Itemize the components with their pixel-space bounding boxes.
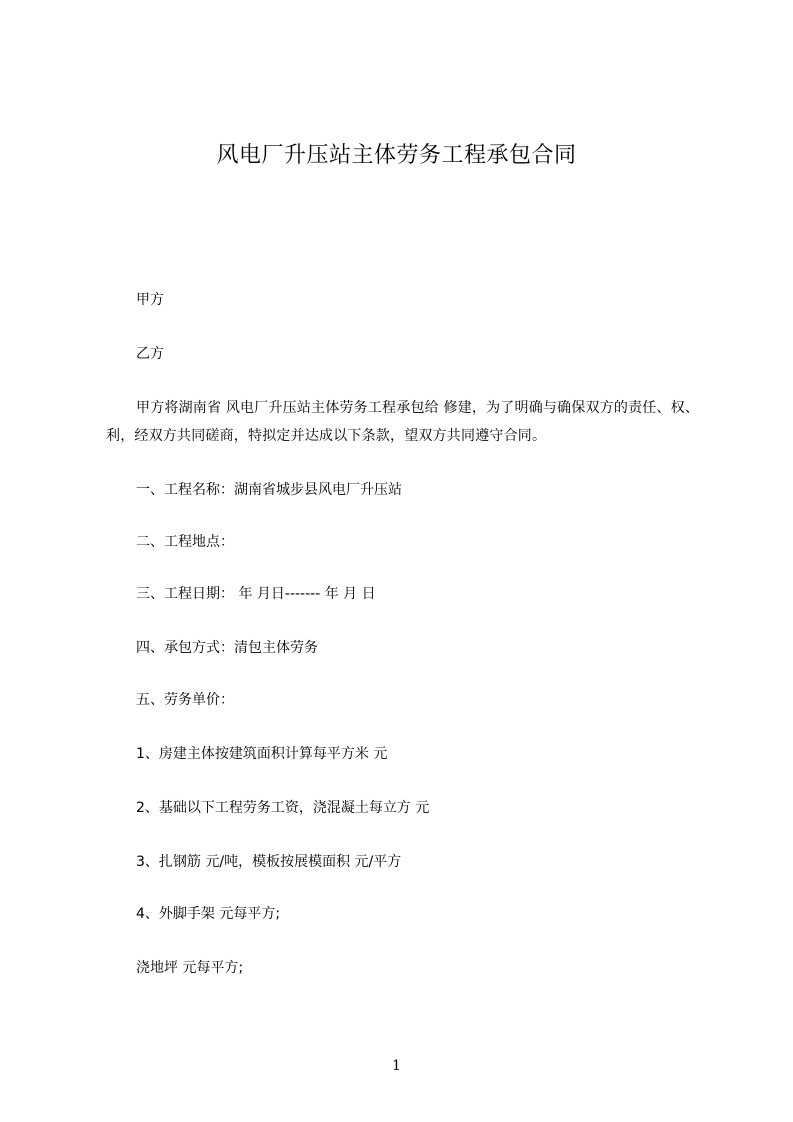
party-b-label: 乙方 [136, 346, 164, 362]
price-item-scaffolding: 4、外脚手架 元每平方; [136, 906, 281, 922]
price-item-foundation: 2、基础以下工程劳务工资，浇混凝土每立方 元 [136, 800, 430, 816]
clause-project-name: 一、工程名称：湖南省城步县风电厂升压站 [136, 482, 402, 498]
clause-project-location: 二、工程地点： [136, 534, 234, 550]
party-a-label: 甲方 [136, 292, 164, 308]
clause-project-dates: 三、工程日期： 年 月日------- 年 月 日 [136, 586, 376, 602]
document-title: 风电厂升压站主体劳务工程承包合同 [216, 143, 577, 168]
price-item-building: 1、房建主体按建筑面积计算每平方米 元 [136, 746, 388, 762]
intro-paragraph: 甲方将湖南省 风电厂升压站主体劳务工程承包给 修建，为了明确与确保双方的责任、权、利，经双方共同磋商，特拟定并达成以下条款，望双方共同遵守合同。 [106, 400, 700, 444]
clause-contract-method: 四、承包方式：清包主体劳务 [136, 640, 318, 656]
page-number: 1 [392, 1058, 401, 1074]
price-item-rebar-formwork: 3、扎钢筋 元/吨，模板按展模面积 元/平方 [136, 854, 402, 870]
price-item-floor-pouring: 浇地坪 元每平方; [136, 960, 244, 976]
clause-labor-unit-price: 五、劳务单价： [136, 692, 234, 708]
